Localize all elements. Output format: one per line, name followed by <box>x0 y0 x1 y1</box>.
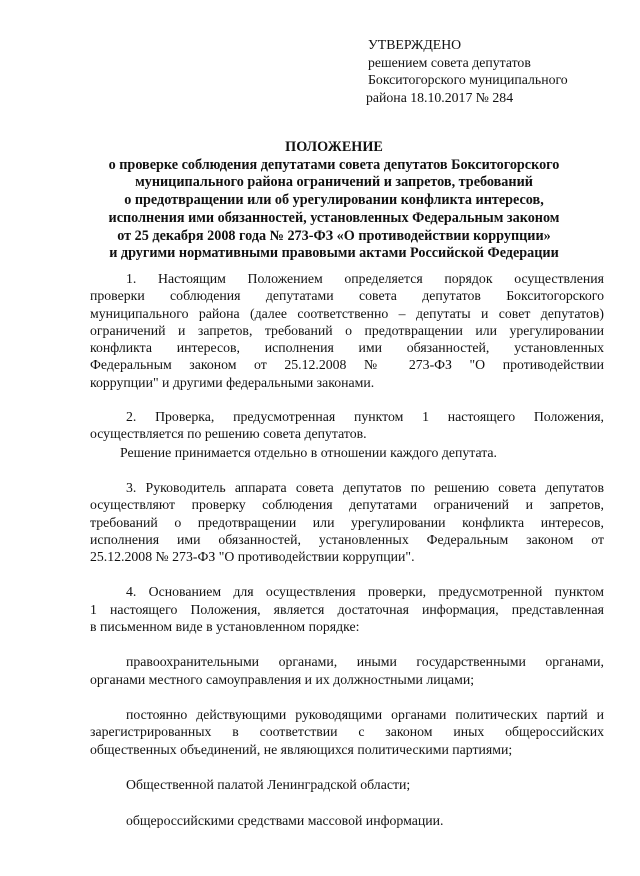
title-line: от 25 декабря 2008 года № 273-ФЗ «О противодействии коррупции» <box>117 227 551 244</box>
title-line: и другими нормативными правовыми актами Российской Федерации <box>109 245 559 262</box>
text-line: 1 настоящего Положения, является достаточная информация, представленная <box>90 601 604 617</box>
paragraph-5 <box>90 653 604 688</box>
text-line: Общественной палатой Ленинградской области; <box>126 776 411 792</box>
text-line: 2. Проверка, предусмотренная пунктом 1 настоящего Положения, <box>126 409 604 425</box>
text-line: коррупции" и другими федеральными законами. <box>90 374 375 390</box>
text-line: муниципального района (далее соответственно – депутаты и совет депутатов) <box>90 305 604 321</box>
paragraph-1 <box>90 270 604 391</box>
text-line: 3. Руководитель аппарата совета депутатов по решению совета депутатов <box>126 479 604 495</box>
text-line: правоохранительными органами, иными государственными органами, <box>126 654 604 670</box>
title-heading: ПОЛОЖЕНИЕ <box>285 139 383 155</box>
text-line: конфликта интересов, исполнения ими обязанностей, установленных <box>90 340 604 356</box>
text-line: 4. Основанием для осуществления проверки, предусмотренной пунктом <box>126 584 604 600</box>
title-line: муниципального района ограничений и запретов, требований <box>135 174 533 191</box>
paragraph-8 <box>90 812 604 829</box>
document-body <box>90 270 604 829</box>
text-line: общероссийскими средствами массовой информации. <box>126 813 444 829</box>
title-line: о предотвращении или об урегулировании конфликта интересов, <box>124 192 544 209</box>
approval-line: УТВЕРЖДЕНО <box>368 37 462 52</box>
approval-line: Бокситогорского муниципального <box>368 72 568 88</box>
text-line: Решение принимается отдельно в отношении каждого депутата. <box>120 444 497 460</box>
text-line: в письменном виде в установленном порядке: <box>90 619 360 635</box>
title-line: исполнения ими обязанностей, установленных Федеральным законом <box>108 209 560 226</box>
text-line: исполнения ими обязанностей, установленных Федеральным законом от <box>90 531 604 547</box>
paragraph-7 <box>90 776 604 793</box>
paragraph-2b <box>90 444 604 461</box>
text-line: постоянно действующими руководящими органами политических партий и <box>126 706 604 722</box>
text-line: Федеральным законом от 25.12.2008 № 273-ФЗ "О противодействии <box>90 357 604 373</box>
text-line: 25.12.2008 № 273-ФЗ "О противодействии коррупции". <box>90 549 415 565</box>
text-line: органами местного самоуправления и их должностными лицами; <box>90 671 475 687</box>
approval-line: района 18.10.2017 № 284 <box>366 89 514 105</box>
text-line: осуществляется по решению совета депутатов. <box>90 426 367 442</box>
document-title <box>64 139 604 263</box>
text-line: зарегистрированных в соответствии с законом иных общероссийских <box>90 724 604 740</box>
text-line: ограничений и запретов, требований о предотвращении или урегулировании <box>90 322 604 338</box>
text-line: общественных объединений, не являющихся политическими партиями; <box>90 741 513 757</box>
text-line: 1. Настоящим Положением определяется порядок осуществления <box>126 271 604 286</box>
text-line: проверки соблюдения депутатами совета депутатов Бокситогорского <box>90 288 604 304</box>
text-line: осуществляют проверку соблюдения депутатами ограничений и запретов, <box>90 497 604 513</box>
paragraph-2 <box>90 408 604 443</box>
paragraph-3 <box>90 479 604 565</box>
paragraph-4 <box>90 583 604 635</box>
text-line: требований о предотвращении или урегулировании конфликта интересов, <box>90 514 604 530</box>
approval-line: решением совета депутатов <box>368 54 531 70</box>
title-line: о проверке соблюдения депутатами совета депутатов Бокситогорского <box>108 156 560 173</box>
approval-stamp <box>366 36 568 106</box>
paragraph-6 <box>90 706 604 758</box>
